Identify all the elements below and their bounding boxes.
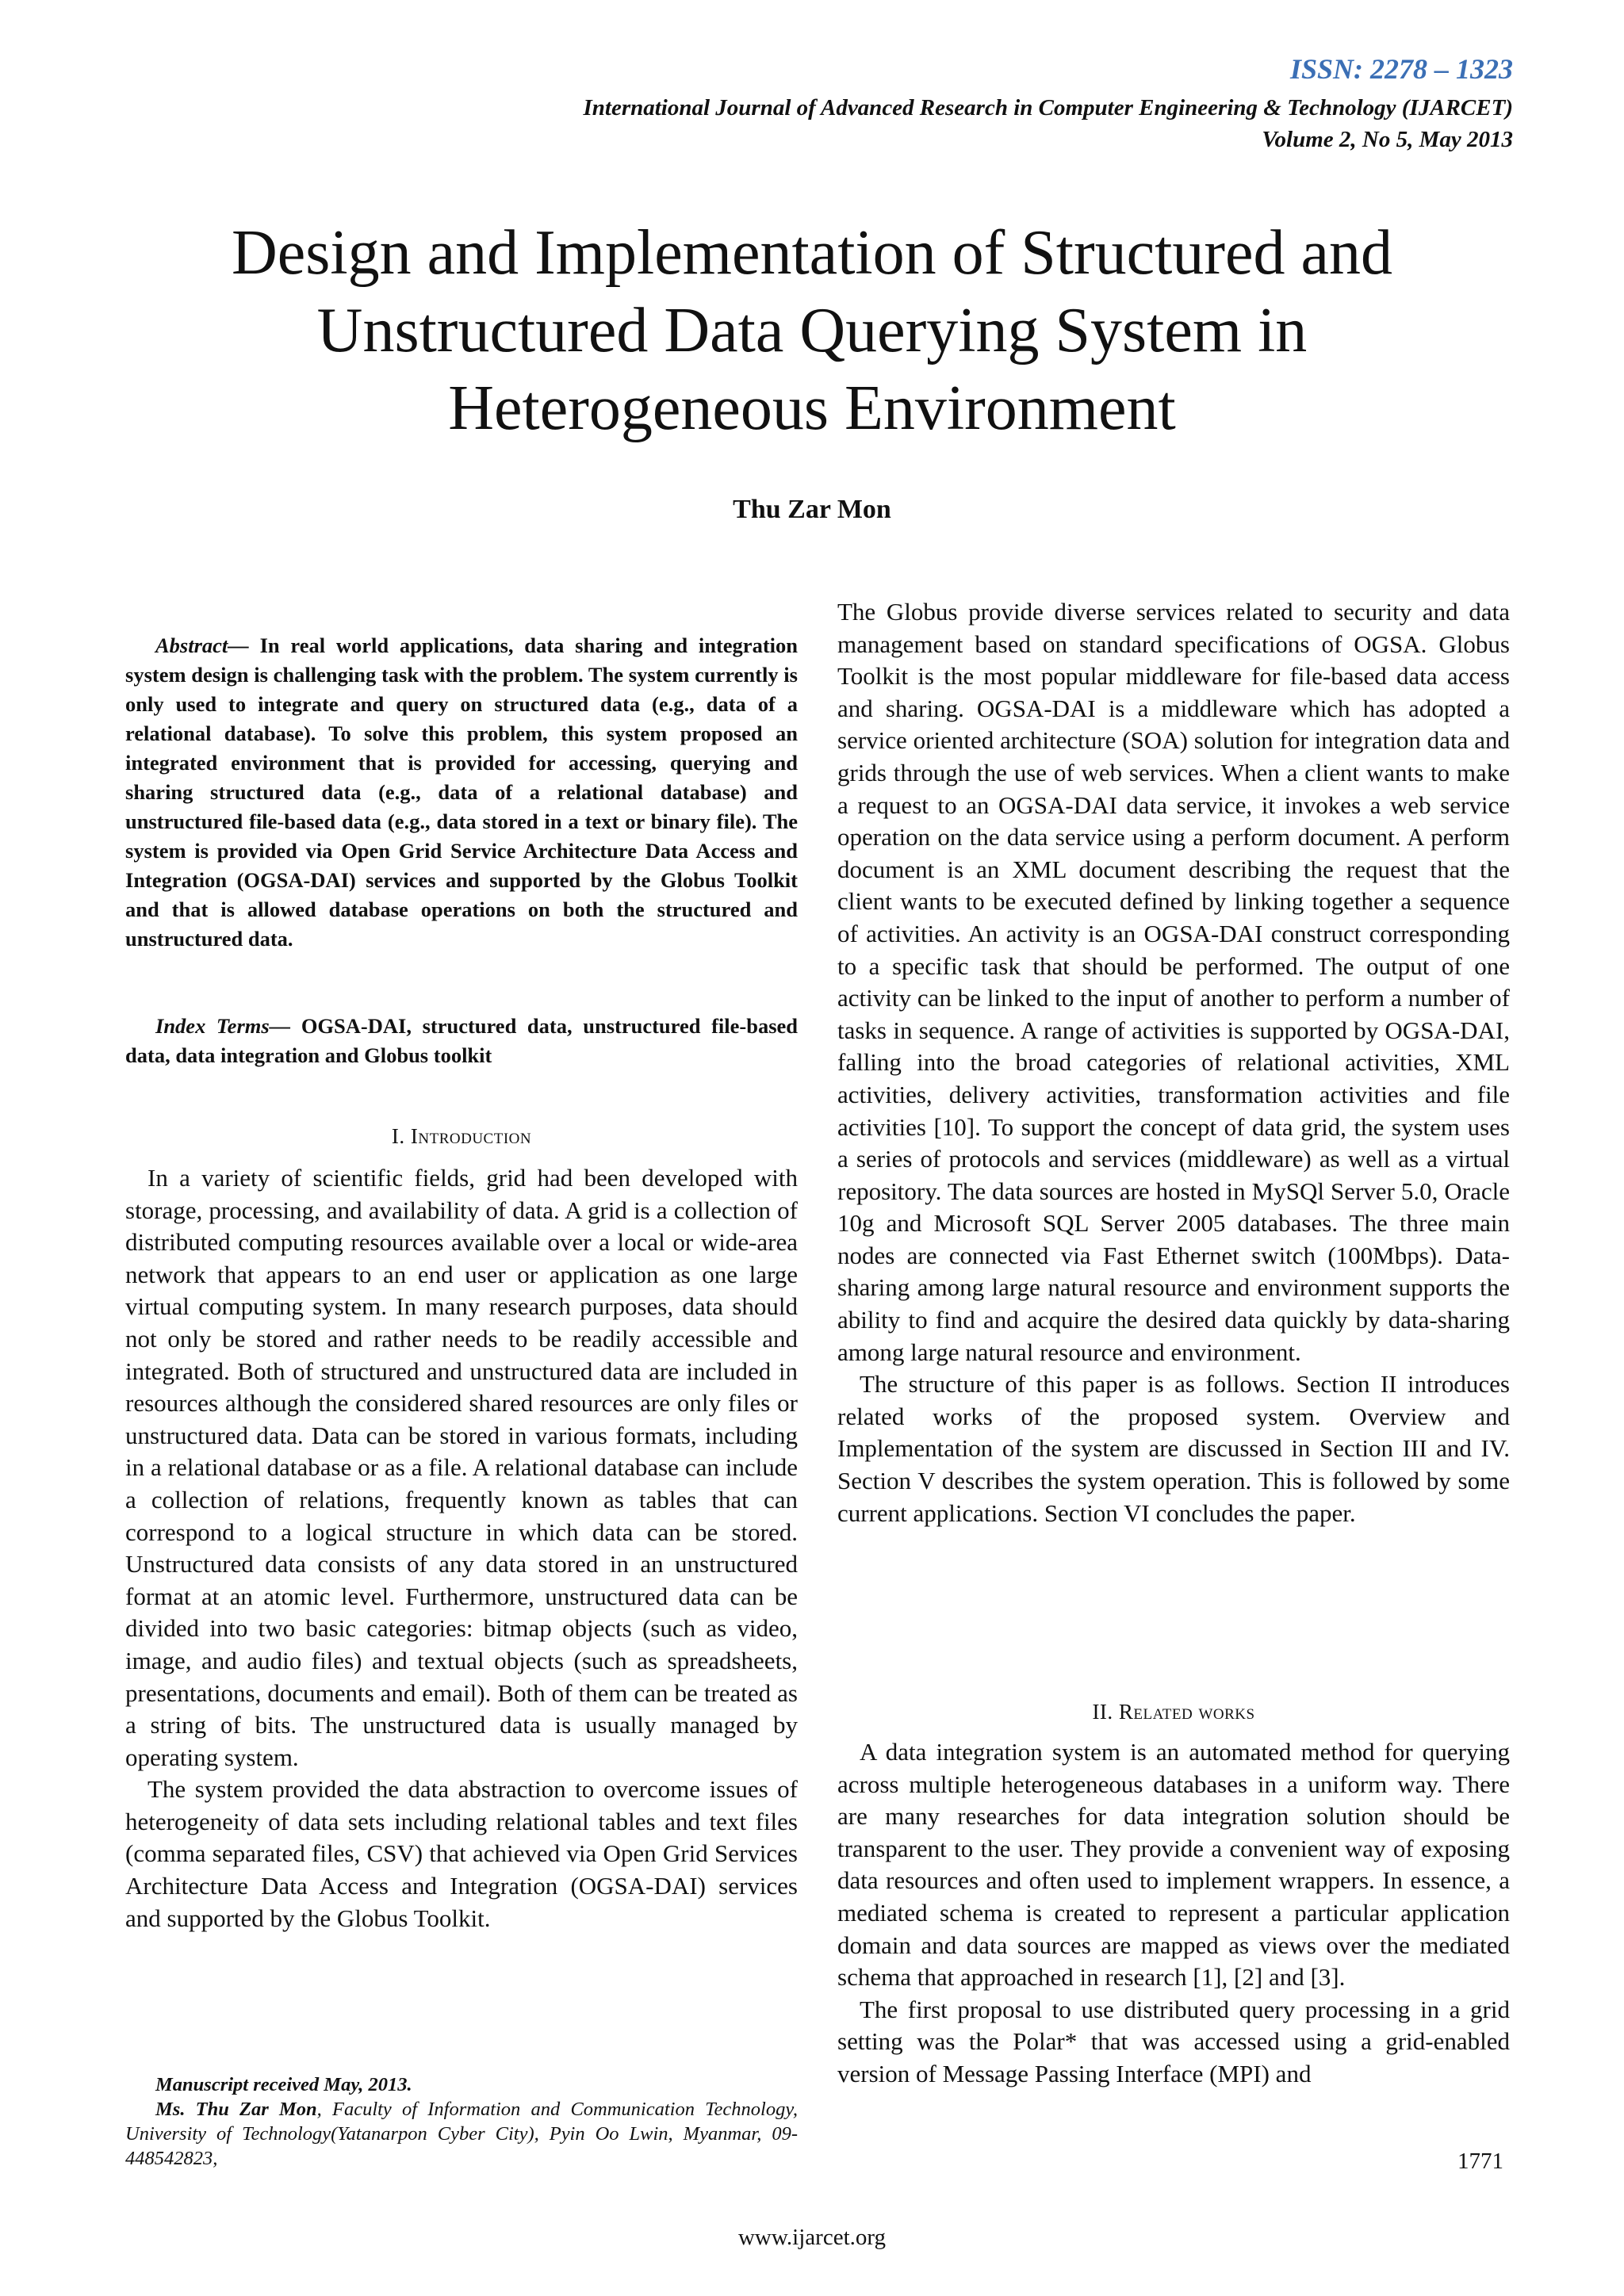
paragraph: In a variety of scientific fields, grid had been developed with storage, processing, and availability of data. A grid is a collection of distributed computing resources available over a local or wide-area network that appears to an end user or application as one large virtual computing system. In many research purposes, data should not only be stored and rather needs to be readily accessible and integrated. Both of structured and unstructured data are included in resources although the considered shared resources are only files or unstructured data. Data can be stored in various formats, including in a relational database or as a file. A relational database can include a collection of relations, frequently known as tables that can correspond to a logical structure in which data can be stored. Unstructured data consists of any data stored in an unstructured format at an atomic level. Furthermore, unstructured data can be divided into two basic categories: bitmap objects (such as video, image, and audio files) and textual objects (such as spreadsheets, presentations, documents and email). Both of them can be treated as a string of bits. The unstructured data is usually managed by operating system. xyxy=(125,1164,798,1771)
section-1-number: I. xyxy=(391,1124,405,1148)
footnote-author: Ms. Thu Zar Mon xyxy=(155,2099,317,2120)
section-2-heading xyxy=(837,1700,1510,1724)
footnote xyxy=(125,2072,798,2171)
abstract-label: Abstract— xyxy=(155,633,249,657)
section-1-body-right xyxy=(837,596,1510,1529)
index-terms xyxy=(125,1012,798,1070)
section-2-body xyxy=(837,1736,1510,2091)
section-1-heading xyxy=(125,1124,798,1149)
journal-url[interactable]: www.ijarcet.org xyxy=(737,2225,887,2250)
issn-header: ISSN: 2278 – 1323 xyxy=(1289,53,1513,85)
footnote-received: Manuscript received May, 2013. xyxy=(155,2074,412,2095)
paper-author: Thu Zar Mon xyxy=(733,495,891,524)
abstract xyxy=(125,631,798,954)
paragraph: The structure of this paper is as follows. Section II introduces related works of the proposed system. Overview and Implementation of the system are discussed in Section III and IV. Section V describes the system operation. This is followed by some current applications. Section VI concludes the paper. xyxy=(837,1370,1510,1527)
paragraph: The system provided the data abstraction to overcome issues of heterogeneity of data sets including relational tables and text files (comma separated files, CSV) that achieved via Open Grid Services Architecture Data Access and Integration (OGSA-DAI) services and supported by the Globus Toolkit. xyxy=(125,1775,798,1932)
section-2-title: Related works xyxy=(1118,1700,1255,1724)
section-1-body-left xyxy=(125,1162,798,1934)
paper-title: Design and Implementation of Structured and Unstructured Data Querying System in Heterogeneous Environment xyxy=(231,218,1393,443)
page-number: 1771 xyxy=(1457,2149,1503,2174)
footnote-affiliation: , Faculty of Information and Communication Technology, University of Technology(Yatanarpon Cyber City), Pyin Oo Lwin, Myanmar, 09-448542823, xyxy=(125,2099,798,2169)
section-2-number: II. xyxy=(1092,1700,1113,1724)
section-1-title: Introduction xyxy=(410,1124,532,1148)
index-terms-label: Index Terms— xyxy=(155,1014,291,1038)
paragraph: A data integration system is an automated method for querying across multiple heterogeneous databases in a uniform way. There are many researches for data integration solution should be transparent to the user. They provide a convenient way of exposing data resources and often used to implement wrappers. In essence, a mediated schema is created to represent a particular application domain and data sources are mapped as views over the mediated schema that approached in research [1], [2] and [3]. xyxy=(837,1738,1510,1992)
journal-name: International Journal of Advanced Research in Computer Engineering & Technology (IJARCET) xyxy=(583,95,1513,121)
index-terms-text: OGSA-DAI, structured data, unstructured file-based data, data integration and Globus toolkit xyxy=(125,1014,799,1067)
journal-volume: Volume 2, No 5, May 2013 xyxy=(1262,127,1513,152)
abstract-text: In real world applications, data sharing and integration system design is challenging task with the problem. The system currently is only used to integrate and query on structured data (e.g., data of a relational database). To solve this problem, this system proposed an integrated environment that is provided for accessing, querying and sharing structured data (e.g., data of a relational database) and unstructured file-based data (e.g., data stored in a text or binary file). The system is provided via Open Grid Service Architecture Data Access and Integration (OGSA-DAI) services and supported by the Globus Toolkit and that is allowed database operations on both the structured and unstructured data. xyxy=(125,633,798,951)
paragraph: The Globus provide diverse services related to security and data management based on standard specifications of OGSA. Globus Toolkit is the most popular middleware for file-based data access and sharing. OGSA-DAI is a middleware which has adopted a service oriented architecture (SOA) solution for integration data and grids through the use of web services. When a client wants to make a request to an OGSA-DAI data service, it invokes a web service operation on the data service using a perform document. A perform document is an XML document describing the request that the client wants to be executed defined by linking together a sequence of activities. An activity is an OGSA-DAI construct corresponding to a specific task that should be performed. The output of one activity can be linked to the input of another to perform a number of tasks in sequence. A range of activities is supported by OGSA-DAI, falling into the broad categories of relational activities, XML activities, delivery activities, transformation activities and file activities [10]. To support the concept of data grid, the system uses a series of protocols and services (middleware) as well as a virtual repository. The data sources are hosted in MySQl Server 5.0, Oracle 10g and Microsoft SQL Server 2005 databases. The three main nodes are connected via Fast Ethernet switch (100Mbps). Data-sharing among large natural resource and environment supports the ability to find and acquire the desired data quickly by data-sharing among large natural resource and environment. xyxy=(837,598,1510,1366)
journal-header xyxy=(86,92,1513,155)
paragraph: The first proposal to use distributed query processing in a grid setting was the Polar* that was accessed using a grid-enabled version of Message Passing Interface (MPI) and xyxy=(837,1995,1510,2087)
